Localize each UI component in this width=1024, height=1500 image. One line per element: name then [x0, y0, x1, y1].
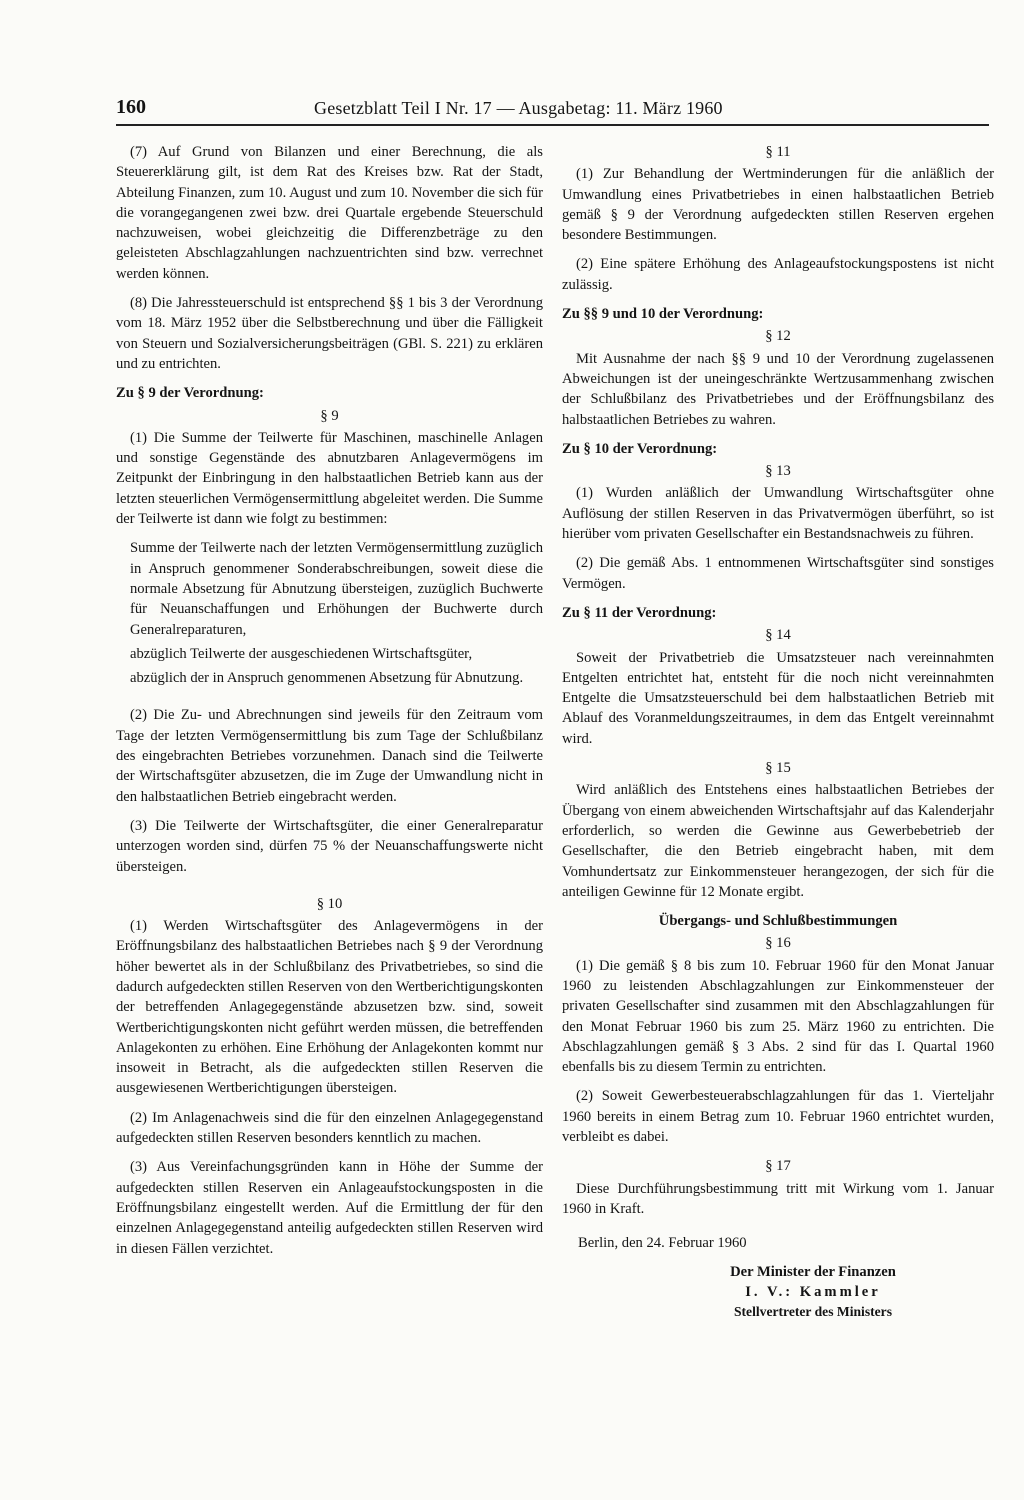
page-header [116, 96, 989, 126]
section-13-paragraph-2: (2) Die gemäß Abs. 1 entnommenen Wirtschaftsgüter sind sonstiges Vermögen. [562, 555, 994, 592]
section-10-paragraph-3: (3) Aus Vereinfachungsgründen kann in Höhe der Summe der aufgedeckten stillen Reserven ein Anlageaufstockungsposten in die Eröffnungsbilanz eingestellt werden. Auf die Ermittlung der für den einzelnen Anlagegegenstand anteilig aufgedeckten stillen Reserven wird in diesen Fällen verzichtet. [116, 1159, 543, 1257]
paragraph-7: (7) Auf Grund von Bilanzen und einer Berechnung, die als Steuererklärung gilt, ist dem Rat des Kreises bzw. Rat der Stadt, Abteilung Finanzen, zum 10. August und zum 10. November die sich für die vorangegangenen zwei bzw. drei Quartale ergebende Steuerschuld nachzuweisen, wobei gleichzeitig die Differenzbeträge zu den geleisteten Abschlagzahlungen nachzuentrichten sind bzw. verrechnet werden können. [116, 144, 543, 282]
section-9-list [130, 538, 543, 688]
page-number: 160 [116, 96, 146, 118]
place-date: Berlin, den 24. Februar 1960 [578, 1235, 747, 1252]
signature-name: I. V.: Kammler [745, 1283, 881, 1300]
paragraph-8: (8) Die Jahressteuerschuld ist entsprechend §§ 1 bis 3 der Verordnung vom 18. März 1952 über die Selbstberechnung und über die Fälligkeit von Steuern und Sozialversicherungsbeiträgen (GBl. S. 221) zu erklären und zu entrichten. [116, 295, 543, 372]
section-10-paragraph-1: (1) Werden Wirtschaftsgüter des Anlagevermögens in der Eröffnungsbilanz des halbstaatlichen Betriebes nach § 9 der Verordnung höher bewertet als in der Schlußbilanz des Privatbetriebes, so sind die dadurch aufgedeckten stillen Reserven von den Wertberichtigungskonten der betreffenden Anlagegegenstände abzusetzen bzw. sind, soweit Wertberichtigungskonten nicht geführt werden müssen, die betreffenden Anlagekonten zu erhöhen. Eine Erhöhung der Anlagekonten kommt nur insoweit in Betracht, als die aufgedeckten stillen Reserven die ausgewiesenen Wertberichtigungen übersteigen. [116, 918, 543, 1097]
heading-zu-10: Zu § 10 der Verordnung: [562, 440, 718, 457]
heading-zu-9: Zu § 9 der Verordnung: [116, 385, 264, 402]
section-16-title: § 16 [765, 935, 791, 952]
left-column [116, 142, 543, 1268]
section-16-paragraph-2: (2) Soweit Gewerbesteuerabschlagzahlungen für das 1. Vierteljahr 1960 bereits in einem Betrag zum 10. Februar 1960 entrichtet wurden, verbleibt es dabei. [562, 1088, 994, 1146]
section-13-title: § 13 [765, 463, 791, 480]
section-14-paragraph: Soweit der Privatbetrieb die Umsatzsteuer nach vereinnahmten Entgelten entrichtet hat, entsteht für die noch nicht vereinnahmten Entgelte die Umsatzsteuerschuld bei dem halbstaatlichen Betrieb mit Ablauf des Voranmeldungszeitraumes, in dem das Entgelt vereinnahmt wird. [562, 649, 994, 747]
section-11-paragraph-2: (2) Eine spätere Erhöhung des Anlageaufstockungspostens ist nicht zulässig. [562, 256, 994, 293]
heading-zu-9-10: Zu §§ 9 und 10 der Verordnung: [562, 306, 764, 323]
signature-role: Stellvertreter des Ministers [733, 1304, 893, 1320]
list-item: abzüglich der in Anspruch genommenen Absetzung für Abnutzung. [130, 670, 524, 687]
header-title: Gesetzblatt Teil I Nr. 17 — Ausgabetag: 11. März 1960 [314, 98, 723, 118]
section-15-paragraph: Wird anläßlich des Entstehens eines halbstaatlichen Betriebes der Übergang von einem abweichenden Wirtschaftsjahr auf das Kalenderjahr erforderlich, so werden die Gewinne aus Gewerbebetrieb der Gesellschafter, die den Betrieb eingebracht haben, mit dem Vomhundertsatz zur Einkommensteuer herangezogen, der sich für die anteiligen Gewinne für 12 Monate ergibt. [562, 782, 994, 900]
section-9-title: § 9 [320, 407, 339, 424]
signature-organization: Der Minister der Finanzen [730, 1263, 896, 1280]
section-11-paragraph-1: (1) Zur Behandlung der Wertminderungen für die anläßlich der Umwandlung eines Privatbetriebes in einen halbstaatlichen Betrieb gemäß § 9 der Verordnung aufgedeckten stillen Reserven ergehen besondere Bestimmungen. [562, 166, 994, 244]
section-12-title: § 12 [765, 328, 791, 345]
right-column [562, 142, 994, 1322]
list-item: abzüglich Teilwerte der ausgeschiedenen Wirtschaftsgüter, [130, 645, 473, 662]
section-16-paragraph-1: (1) Die gemäß § 8 bis zum 10. Februar 1960 für den Monat Januar 1960 zu leistenden Abschlagzahlungen zur Einkommensteuer der privaten Gesellschafter sind zusammen mit den Abschlagzahlungen für den Monat Februar 1960 bis zum 25. März 1960 zu entrichten. Die Abschlagzahlungen gemäß § 3 Abs. 2 sind für das I. Quartal 1960 ebenfalls bis zu diesem Termin zu entrichten. [562, 957, 994, 1076]
section-9-paragraph-2: (2) Die Zu- und Abrechnungen sind jeweils für den Zeitraum vom Tage der letzten Vermögensermittlung bis zum Tage der Schlußbilanz des eingebrachten Betriebes vorzunehmen. Danach sind die Teilwerte der Wirtschaftsgüter abzusetzen, die im Zuge der Umwandlung nicht in den halbstaatlichen Betrieb eingebracht werden. [116, 707, 543, 805]
section-17-title: § 17 [765, 1158, 791, 1175]
heading-uebergang: Übergangs- und Schlußbestimmungen [658, 913, 898, 930]
section-12-paragraph: Mit Ausnahme der nach §§ 9 und 10 der Verordnung zugelassenen Abweichungen ist der uneingeschränkte Wertzusammenhang zwischen der Schlußbilanz des Privatbetriebes und der Eröffnungsbilanz des halbstaatlichen Betriebes zu wahren. [562, 350, 994, 428]
section-10-paragraph-2: (2) Im Anlagenachweis sind die für den einzelnen Anlagegegenstand aufgedeckten stillen Reserven besonders kenntlich zu machen. [116, 1109, 543, 1147]
heading-zu-11: Zu § 11 der Verordnung: [562, 604, 717, 621]
signature-block [632, 1262, 994, 1323]
section-13-paragraph-1: (1) Wurden anläßlich der Umwandlung Wirtschaftsgüter ohne Auflösung der stillen Reserven in das Privatvermögen überführt, so ist hierüber vom privaten Gesellschafter ein Bestandsnachweis zu führen. [562, 485, 994, 543]
section-10-title: § 10 [316, 895, 343, 912]
list-item: Summe der Teilwerte nach der letzten Vermögensermittlung zuzüglich in Anspruch genommener Sonderabschreibungen, soweit diese die normale Absetzung für Abnutzung übersteigen, zuzüglich Buchwerte für Neuanschaffungen und Erhöhungen der Buchwerte durch Generalreparaturen, [130, 540, 543, 638]
section-17-paragraph: Diese Durchführungsbestimmung tritt mit Wirkung vom 1. Januar 1960 in Kraft. [562, 1180, 994, 1217]
section-9-paragraph-3: (3) Die Teilwerte der Wirtschaftsgüter, die einer Generalreparatur unterzogen worden sind, dürfen 75 % der Neuanschaffungswerte nicht übersteigen. [116, 817, 543, 875]
section-9-paragraph-1: (1) Die Summe der Teilwerte für Maschinen, maschinelle Anlagen und sonstige Gegenstände des abnutzbaren Anlagevermögens im Zeitpunkt der Einbringung in den halbstaatlichen Betrieb kann aus der letzten steuerlichen Vermögensermittlung abgeleitet werden. Die Summe der Teilwerte ist dann wie folgt zu bestimmen: [116, 429, 543, 528]
section-11-title: § 11 [765, 144, 791, 160]
section-14-title: § 14 [765, 627, 791, 644]
section-15-title: § 15 [765, 760, 791, 777]
